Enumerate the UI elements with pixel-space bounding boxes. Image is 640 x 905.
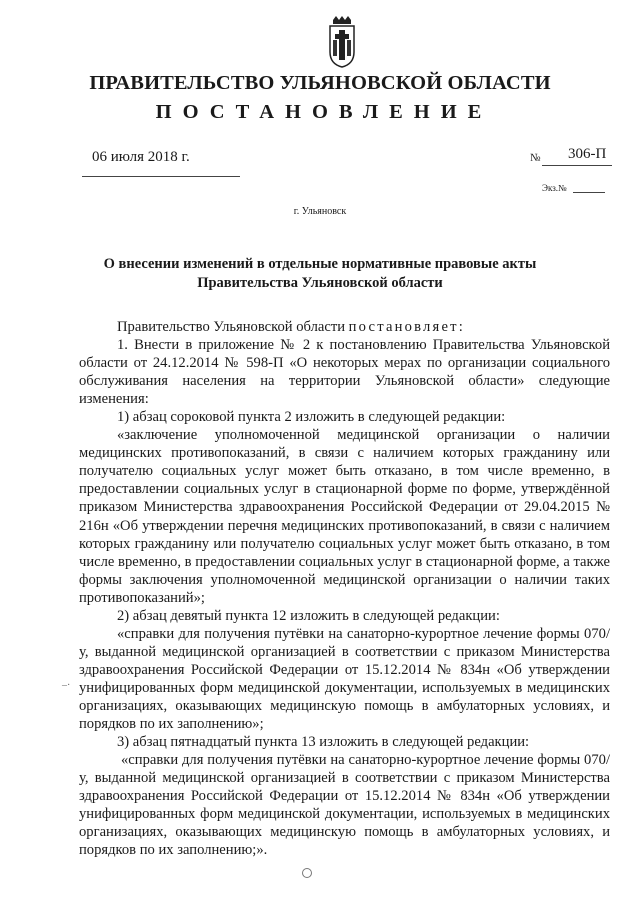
city: г. Ульяновск: [293, 206, 347, 217]
subject-line-1: О внесении изменений в отдельные нормативные правовые акты: [103, 256, 537, 272]
document-date: 06 июля 2018 г.: [92, 149, 190, 165]
date-underline: [82, 176, 240, 177]
paragraph-2: 1) абзац сороковой пункта 2 изложить в следующей редакции:: [117, 409, 506, 426]
copy-number-label: Экз.№: [542, 183, 567, 193]
scan-artifact: [302, 868, 312, 878]
subject-line-2: Правительства Ульяновской области: [197, 275, 443, 291]
document-subject: [80, 255, 560, 293]
intro-paragraph: [79, 318, 610, 336]
number-label: №: [530, 152, 541, 164]
intro-resolves: постановляет:: [348, 319, 465, 335]
paragraph-5: «справки для получения путёвки на санаторно-курортное лечение формы 070/у, выданной медицинской организацией в соответствии с приказом Министерства здравоохранения Российской Федерации от 15.12.2014 № 834н «Об утверждении унифицированных форм медицинской документации, используемых в медицинских организациях, оказывающих медицинскую помощь в амбулаторных условиях, и порядков по их заполнению»;: [79, 625, 610, 733]
paragraph-6: 3) абзац пятнадцатый пункта 13 изложить в следующей редакции:: [117, 734, 530, 751]
margin-mark: –·: [62, 680, 71, 691]
intro-text: Правительство Ульяновской области: [117, 319, 349, 335]
coat-of-arms-icon: [327, 16, 357, 68]
document-number: 306-П: [568, 146, 607, 162]
document-type: ПОСТАНОВЛЕНИЕ: [155, 101, 493, 123]
document-body: [79, 318, 610, 859]
copy-number-underline: [573, 192, 605, 193]
paragraph-4: 2) абзац девятый пункта 12 изложить в следующей редакции:: [117, 607, 500, 624]
paragraph-3: «заключение уполномоченной медицинской организации о наличии медицинских противопоказаний, в связи с наличием которых гражданину или получателю социальных услуг может быть отказано, в том числе временно, в предоставлении социальных услуг в стационарной форме по форме, утверждённой приказом Министерства здравоохранения Российской Федерации от 29.04.2015 № 216н «Об утверждении перечня медицинских противопоказаний, в связи с наличием которых гражданину или получателю социальных услуг может быть отказано, в том числе временно, в предоставлении социальных услуг в стационарной форме, а также формы заключения уполномоченной медицинской организации о наличии таких противопоказаний»;: [79, 427, 610, 606]
paragraph-1: 1. Внести в приложение № 2 к постановлению Правительства Ульяновской области от 24.12.2014 № 598-П «О некоторых мерах по организации социального обслуживания населения на территории Ульяновской области» следующие изменения:: [79, 337, 610, 408]
number-underline: [542, 165, 612, 166]
paragraph-7: «справки для получения путёвки на санаторно-курортное лечение формы 070/у, выданной медицинской организацией в соответствии с приказом Министерства здравоохранения Российской Федерации от 15.12.2014 № 834н «Об утверждении унифицированных форм медицинской документации, используемых в медицинских организациях, оказывающих медицинскую помощь в амбулаторных условиях, и порядков по их заполнению;».: [79, 752, 610, 859]
government-title: ПРАВИТЕЛЬСТВО УЛЬЯНОВСКОЙ ОБЛАСТИ: [89, 72, 551, 94]
